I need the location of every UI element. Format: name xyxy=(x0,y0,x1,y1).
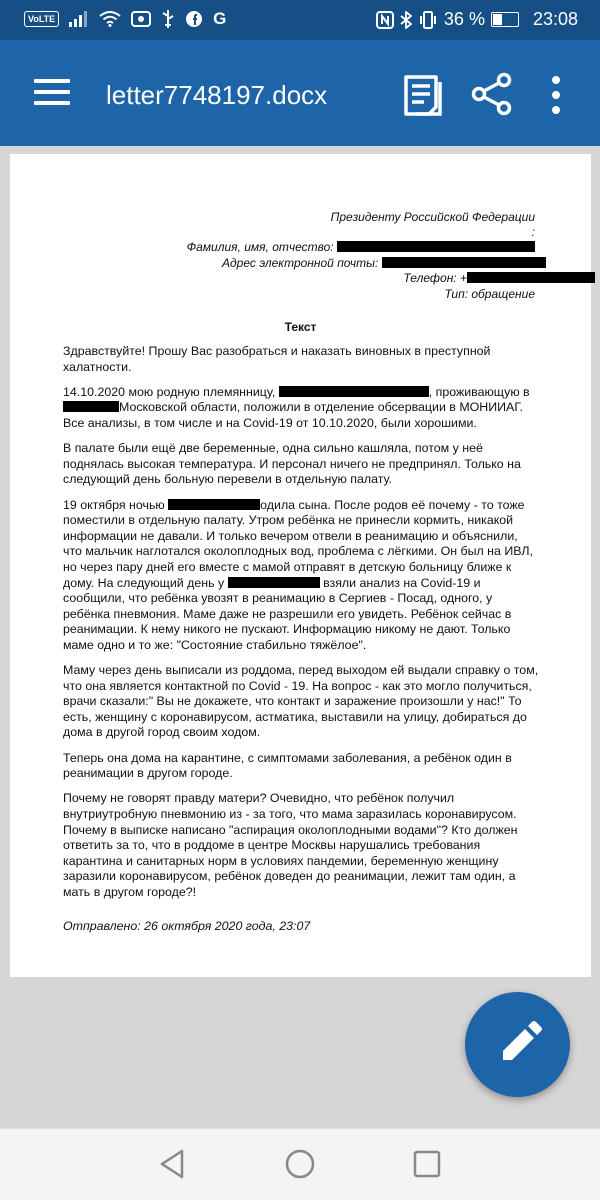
clock: 23:08 xyxy=(532,9,578,29)
battery-level xyxy=(493,14,502,25)
email-label: Адрес электронной почты: xyxy=(222,256,379,270)
battery-percent: 36 % xyxy=(443,9,485,29)
battery-icon xyxy=(491,12,519,27)
edit-pencil-icon xyxy=(465,992,570,1097)
body-paragraph xyxy=(63,344,539,375)
type-line: Тип: обращение xyxy=(444,287,535,301)
body-paragraph xyxy=(63,663,539,741)
app-bar xyxy=(0,40,600,146)
paragraph-text: Здравствуйте! Прошу Вас разобраться и наказать виновных в преступной халатности. xyxy=(63,344,491,374)
redaction-bar xyxy=(63,401,119,412)
signal-icon xyxy=(69,11,89,27)
body-paragraph xyxy=(63,385,539,432)
redaction-bar xyxy=(337,241,535,252)
letter-body xyxy=(63,344,539,944)
nfc-icon xyxy=(376,11,394,29)
body-paragraph xyxy=(63,498,539,654)
status-bar xyxy=(0,0,600,40)
volte-icon: VoLTE xyxy=(24,11,59,27)
paragraph-text: одила сына. После родов её почему - то тоже поместили в отдельную палату. Утром ребёнка не принесли кормить, никакой информации не давали. И только вечером отвели в реанимацию и объяснили, что мальчик наглотался околоплодных вод, проблема с лёгкими. Он был на ИВЛ, но через пару дней его вместе с мамой отправят в детскую больницу ближе к дому. На следующий день у xyxy=(63,497,533,590)
document-view-icon[interactable] xyxy=(402,74,444,116)
email-line xyxy=(222,256,577,270)
body-paragraph xyxy=(63,441,539,488)
redaction-bar xyxy=(228,577,320,588)
status-left xyxy=(24,8,226,30)
name-line xyxy=(187,240,535,254)
document-page[interactable] xyxy=(10,154,591,977)
paragraph-text: Почему не говорят правду матери? Очевидно, что ребёнок получил внутриутробную пневмонию из - за того, что мама заразилась коронавирусом. Почему в выписке написано "аспирация околоплодными водами"? Кто должен ответить за то, что в роддоме в центре Москвы нарушались требования карантина и санитарных норм в условиях пандемии, беременную женщину заразили коронавирусом, ребёнок доведен до реанимации, лежит там один, а мать в другом городе?! xyxy=(63,791,518,899)
paragraph-text: Маму через день выписали из роддома, перед выходом ей выдали справку о том, что она является контактной по Covid - 19. На вопрос - как это могло получиться, врачи сказали:" Вы не докажете, что контакт и заражение произошли у нас!" То есть, женщину с коронавирусом, астматика, выставили на улицу, добираться до дома в другой город своим ходом. xyxy=(63,663,539,740)
more-vert-icon[interactable] xyxy=(546,74,566,116)
share-icon[interactable] xyxy=(470,72,514,116)
facebook-icon xyxy=(185,10,203,28)
navigation-bar xyxy=(0,1128,600,1200)
recipient-colon: : xyxy=(531,225,535,239)
bluetooth-icon xyxy=(400,11,412,29)
redaction-bar xyxy=(382,257,546,268)
vibrate-icon xyxy=(418,11,438,29)
paragraph-text: 14.10.2020 мою родную племянницу, xyxy=(63,384,279,399)
menu-icon[interactable] xyxy=(34,79,70,105)
name-label: Фамилия, имя, отчество: xyxy=(186,240,334,254)
wifi-icon xyxy=(99,11,121,27)
google-icon: G xyxy=(213,9,227,28)
paragraph-text: Московской области, положили в отделение обсервации в МОНИИАГ. Все анализы, в том числе и на Covid-19 от 10.10.2020, были хорошими. xyxy=(63,400,523,430)
phone-label: Телефон: + xyxy=(403,271,467,285)
body-paragraph xyxy=(63,791,539,900)
edit-button[interactable] xyxy=(465,992,570,1097)
home-icon[interactable] xyxy=(283,1147,317,1181)
paragraph-text: Теперь она дома на карантине, с симптомами заболевания, а ребёнок один в реанимации в другом городе. xyxy=(63,750,512,781)
redaction-bar xyxy=(168,499,260,510)
redaction-bar xyxy=(467,272,595,283)
body-paragraph xyxy=(63,751,539,782)
paragraph-text: взяли анализ на Covid-19 и сообщили, что ребёнка увозят в реанимацию в Сергиев - Посад, одного, у ребёнка пневмония. Маме даже не разрешили его увидеть. Ребёнок сейчас в реанимации. К нему никого не пускают. Информацию никому не дают. Только маме одно и то же: "Состояние стабильно тяжёлое". xyxy=(63,575,512,652)
back-icon[interactable] xyxy=(156,1147,190,1181)
paragraph-text: 19 октября ночью xyxy=(63,497,169,512)
status-right xyxy=(376,9,578,30)
phone-line xyxy=(403,271,595,285)
letter-title: Текст xyxy=(284,320,317,334)
usb-icon xyxy=(161,10,175,28)
document-title: letter7748197.docx xyxy=(106,80,328,110)
paragraph-text: , проживающую в xyxy=(428,384,530,399)
paragraph-text: В палате были ещё две беременные, одна сильно кашляла, потом у неё поднялась высокая температура. И персонал ничего не предпринял. Только на следующий день больную перевели в отдельную палату. xyxy=(63,441,521,487)
sent-date: Отправлено: 26 октября 2020 года, 23:07 xyxy=(63,918,311,933)
recents-icon[interactable] xyxy=(410,1147,444,1181)
cast-icon xyxy=(131,11,151,27)
recipient-line: Президенту Российской Федерации xyxy=(330,210,535,224)
redaction-bar xyxy=(279,386,429,397)
